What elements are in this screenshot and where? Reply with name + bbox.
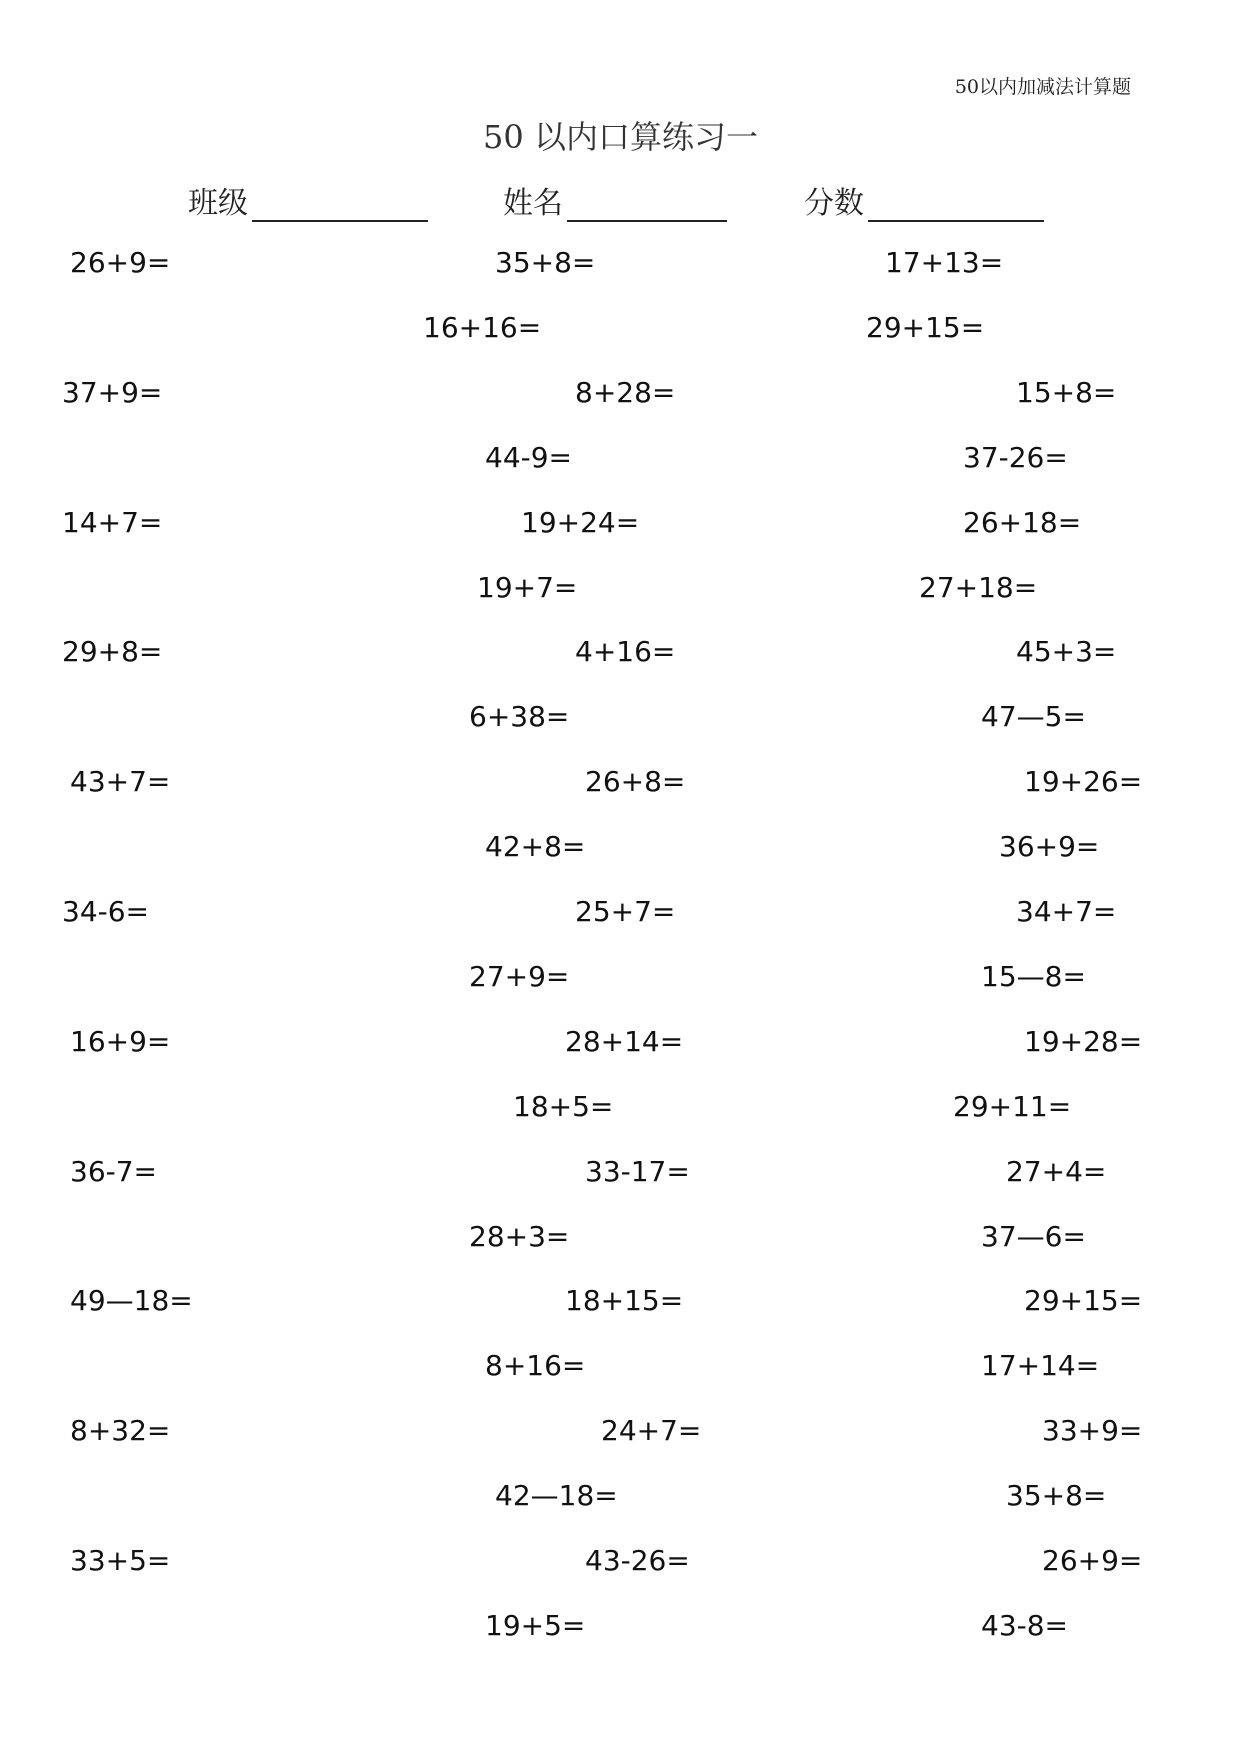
arithmetic-problem: 37+9= bbox=[62, 375, 163, 409]
arithmetic-problem: 19+5= bbox=[485, 1608, 586, 1642]
arithmetic-problem: 24+7= bbox=[601, 1414, 702, 1448]
arithmetic-problem: 16+9= bbox=[70, 1024, 171, 1058]
arithmetic-problem: 8+32= bbox=[70, 1414, 171, 1448]
arithmetic-problem: 29+15= bbox=[1024, 1284, 1143, 1318]
arithmetic-problem: 26+9= bbox=[70, 246, 171, 279]
arithmetic-problem: 37-26= bbox=[963, 440, 1068, 474]
arithmetic-problem: 45+3= bbox=[1016, 635, 1117, 669]
arithmetic-problem: 17+13= bbox=[885, 246, 1004, 279]
arithmetic-problem: 43+7= bbox=[70, 765, 171, 799]
name-blank[interactable] bbox=[567, 186, 727, 222]
arithmetic-problem: 42+8= bbox=[485, 830, 586, 864]
score-label: 分数 bbox=[804, 186, 864, 221]
arithmetic-problem: 16+16= bbox=[423, 310, 542, 344]
name-label: 姓名 bbox=[503, 186, 563, 221]
arithmetic-problem: 25+7= bbox=[575, 895, 676, 928]
arithmetic-problem: 29+8= bbox=[62, 635, 163, 669]
arithmetic-problem: 17+14= bbox=[981, 1349, 1100, 1383]
arithmetic-problem: 18+5= bbox=[513, 1089, 614, 1123]
arithmetic-problem: 19+28= bbox=[1024, 1024, 1143, 1058]
arithmetic-problem: 43-26= bbox=[585, 1544, 690, 1577]
arithmetic-problem: 4+16= bbox=[575, 635, 676, 669]
arithmetic-problem: 36-7= bbox=[70, 1154, 158, 1188]
class-label: 班级 bbox=[188, 186, 248, 221]
arithmetic-problem: 29+15= bbox=[866, 310, 985, 344]
arithmetic-problem: 26+9= bbox=[1042, 1544, 1143, 1577]
arithmetic-problem: 47—5= bbox=[981, 700, 1086, 734]
student-info-row bbox=[0, 178, 1241, 226]
arithmetic-problem: 33-17= bbox=[585, 1154, 690, 1188]
arithmetic-problem: 35+8= bbox=[1006, 1479, 1107, 1513]
class-blank[interactable] bbox=[252, 186, 428, 222]
arithmetic-problem: 35+8= bbox=[495, 246, 596, 279]
arithmetic-problem: 43-8= bbox=[981, 1608, 1069, 1642]
arithmetic-problem: 28+14= bbox=[565, 1024, 684, 1058]
arithmetic-problem: 49—18= bbox=[70, 1284, 193, 1318]
arithmetic-problem: 34-6= bbox=[62, 895, 150, 928]
arithmetic-problem: 33+9= bbox=[1042, 1414, 1143, 1448]
arithmetic-problem: 8+16= bbox=[485, 1349, 586, 1383]
arithmetic-problem: 6+38= bbox=[469, 700, 570, 734]
name-field bbox=[503, 178, 727, 222]
arithmetic-problem: 19+24= bbox=[521, 505, 640, 539]
arithmetic-problem: 27+9= bbox=[469, 959, 570, 993]
arithmetic-problem: 8+28= bbox=[575, 375, 676, 409]
score-field bbox=[804, 178, 1044, 222]
arithmetic-problem: 29+11= bbox=[953, 1089, 1072, 1123]
arithmetic-problem: 14+7= bbox=[62, 505, 163, 539]
arithmetic-problem: 27+18= bbox=[919, 570, 1038, 604]
arithmetic-problem: 26+18= bbox=[963, 505, 1082, 539]
arithmetic-problem: 15+8= bbox=[1016, 375, 1117, 409]
arithmetic-problem: 34+7= bbox=[1016, 895, 1117, 928]
score-blank[interactable] bbox=[868, 186, 1044, 222]
arithmetic-problem: 18+15= bbox=[565, 1284, 684, 1318]
arithmetic-problem: 26+8= bbox=[585, 765, 686, 799]
arithmetic-problem: 44-9= bbox=[485, 440, 573, 474]
page-title: 50 以内口算练习一 bbox=[483, 118, 758, 156]
arithmetic-problem: 27+4= bbox=[1006, 1154, 1107, 1188]
arithmetic-problem: 19+7= bbox=[477, 570, 578, 604]
arithmetic-problem: 42—18= bbox=[495, 1479, 618, 1513]
arithmetic-problem: 36+9= bbox=[999, 830, 1100, 864]
arithmetic-problem: 19+26= bbox=[1024, 765, 1143, 799]
running-head: 50以内加减法计算题 bbox=[954, 76, 1131, 98]
arithmetic-problem: 15—8= bbox=[981, 959, 1086, 993]
arithmetic-problem: 33+5= bbox=[70, 1544, 171, 1577]
arithmetic-problem: 28+3= bbox=[469, 1219, 570, 1253]
arithmetic-problem: 37—6= bbox=[981, 1219, 1086, 1253]
class-field bbox=[188, 178, 428, 222]
